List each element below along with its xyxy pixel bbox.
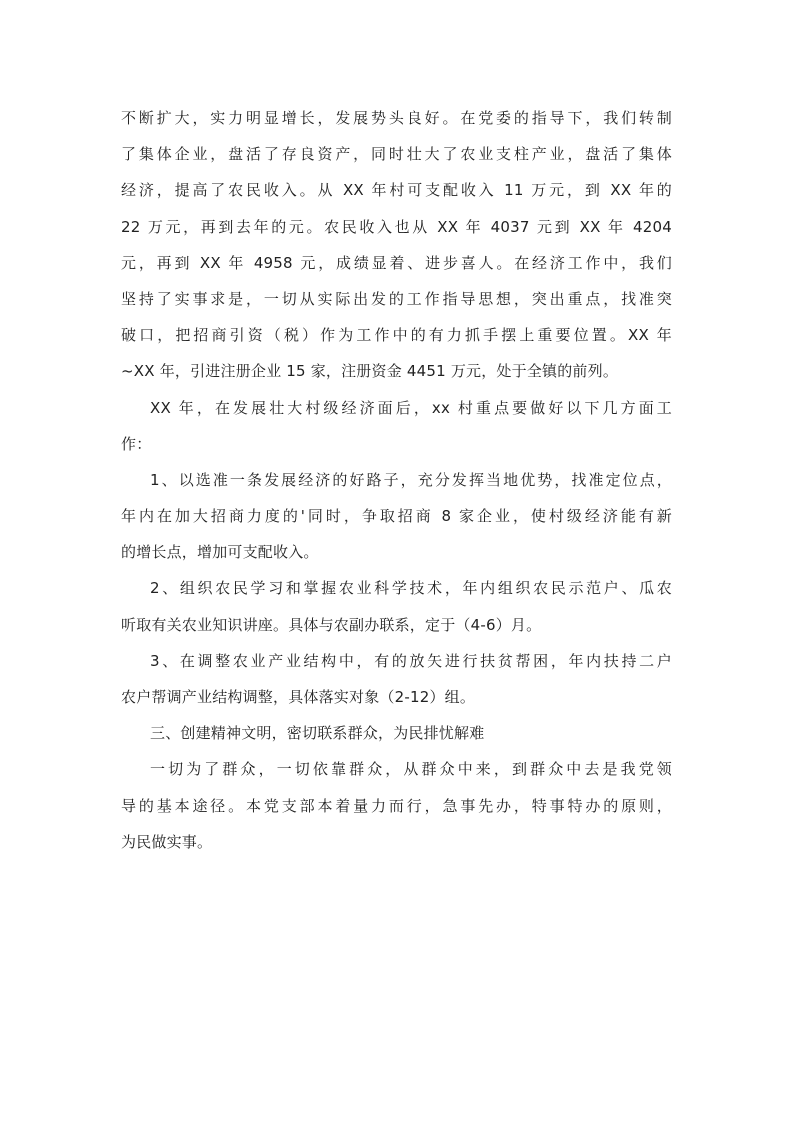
text-line: 不断扩大，实力明显增长，发展势头良好。在党委的指导下，我们转制 xyxy=(121,109,672,127)
text-line: 元，再到 XX 年 4958 元，成绩显着、进步喜人。在经济工作中，我们 xyxy=(121,253,672,272)
text-line: 的增长点，增加可支配收入。 xyxy=(121,543,319,562)
text-line: 经济，提高了农民收入。从 XX 年村可支配收入 11 万元，到 XX 年的 xyxy=(121,181,672,200)
text-line: 3、在调整农业产业结构中，有的放矢进行扶贫帮困，年内扶持二户 xyxy=(150,651,672,670)
text-line: 导的基本途径。本党支部本着量力而行，急事先办，特事特办的原则， xyxy=(121,796,672,815)
text-line: 为民做实事。 xyxy=(121,832,213,851)
text-line: XX 年，在发展壮大村级经济面后，xx 村重点要做好以下几方面工 xyxy=(150,398,672,417)
text-line: 2、组织农民学习和掌握农业科学技术，年内组织农民示范户、瓜农 xyxy=(150,579,672,598)
text-line: 22 万元，再到去年的元。农民收入也从 XX 年 4037 元到 XX 年 4204 xyxy=(121,217,672,236)
text-line: ~XX 年，引进注册企业 15 家，注册资金 4451 万元，处于全镇的前列。 xyxy=(121,362,619,381)
text-line: 破口，把招商引资（税）作为工作中的有力抓手摆上重要位置。XX 年 xyxy=(121,326,672,345)
text-line: 一切为了群众，一切依靠群众，从群众中来，到群众中去是我党领 xyxy=(150,760,672,779)
text-line: 农户帮调产业结构调整，具体落实对象（2-12）组。 xyxy=(121,688,476,706)
document-body xyxy=(121,100,672,860)
section-heading: 三、创建精神文明，密切联系群众，为民排忧解难 xyxy=(150,724,485,743)
text-line: 1、以选准一条发展经济的好路子，充分发挥当地优势，找准定位点， xyxy=(150,470,672,489)
text-line: 听取有关农业知识讲座。具体与农副办联系，定于（4-6）月。 xyxy=(121,615,542,634)
text-line: 作： xyxy=(121,434,152,453)
text-line: 了集体企业，盘活了存良资产，同时壮大了农业支柱产业，盘活了集体 xyxy=(121,145,672,164)
text-line: 年内在加大招商力度的'同时，争取招商 8 家企业，使村级经济能有新 xyxy=(121,507,672,526)
text-line: 坚持了实事求是，一切从实际出发的工作指导思想，突出重点，找准突 xyxy=(121,289,672,308)
